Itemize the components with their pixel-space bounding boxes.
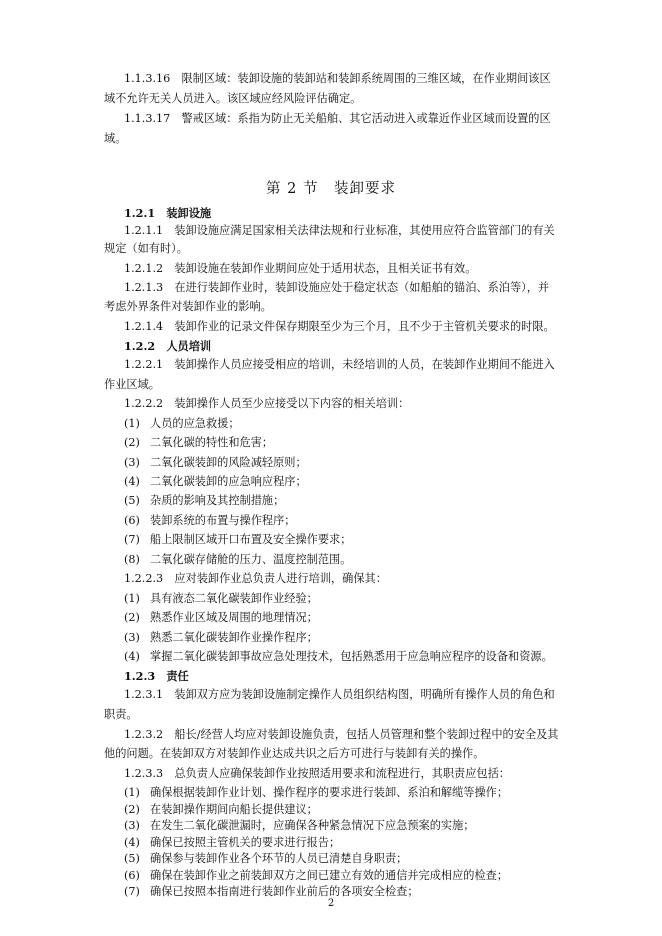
list-item: [124, 417, 562, 431]
list-item: [124, 553, 562, 567]
list-item-text: 熟悉作业区域及周围的地理情况；: [150, 611, 318, 624]
list-item-number: (4): [124, 650, 140, 663]
list-item-text: 杂质的影响及其控制措施；: [150, 494, 285, 507]
list-item-text: 确保根据装卸作业计划、操作程序的要求进行装卸、系泊和解缆等操作；: [150, 786, 509, 799]
list-item-text: 二氧化碳装卸的应急响应程序；: [150, 475, 307, 488]
list-item-number: (5): [124, 494, 140, 507]
list-item: [124, 650, 562, 664]
list-item-number: (2): [124, 436, 140, 449]
list-item: [124, 836, 562, 850]
list-item-text: 二氧化碳装卸的风险减轻原则；: [150, 456, 307, 469]
list-item: [124, 456, 562, 470]
list-item: [124, 819, 562, 833]
list-item-number: (4): [124, 475, 140, 488]
list-item-number: (2): [124, 611, 140, 624]
paragraph-line: 职责。: [104, 708, 138, 721]
list-item: [124, 533, 562, 547]
list-item-text: 二氧化碳的特性和危害；: [150, 436, 274, 449]
paragraph-line: 1.2.3.3 总负责人应确保装卸作业按照适用要求和流程进行，其职责应包括：: [124, 767, 510, 780]
list-item: [124, 852, 562, 866]
list-item: [124, 869, 562, 883]
paragraph-line: 1.2.3.1 装卸双方应为装卸设施制定操作人员组织结构图，明确所有操作人员的角色和: [124, 688, 555, 701]
list-item: [124, 592, 562, 606]
list-item-number: (4): [124, 835, 140, 849]
paragraph-line: 作业区域。: [104, 378, 160, 391]
subsection-heading-1-2-1: 1.2.1 装卸设施: [124, 206, 212, 220]
list-item-number: (1): [124, 592, 140, 605]
paragraph-line: 1.2.1.2 装卸设施在装卸作业期间应处于适用状态，且相关证书有效。: [124, 262, 477, 275]
list-item-number: (1): [124, 417, 140, 430]
list-item-number: (8): [124, 553, 140, 566]
list-item-text: 确保参与装卸作业各个环节的人员已清楚自身职责；: [150, 852, 408, 865]
paragraph-line: 1.2.1.3 在进行装卸作业时，装卸设施应处于稳定状态（如船舶的锚泊、系泊等），并: [124, 281, 550, 294]
list-item-text: 熟悉二氧化碳装卸作业操作程序；: [150, 631, 318, 644]
list-item-text: 掌握二氧化碳装卸事故应急处理技术，包括熟悉用于应急响应程序的设备和资源。: [150, 650, 553, 663]
clause-1-1-3-16-line2: 域不允许无关人员进入。该区域应经风险评估确定。: [104, 92, 362, 105]
list-item-text: 确保在装卸作业之前装卸双方之间已建立有效的通信并完成相应的检查；: [150, 868, 509, 882]
list-item: [124, 494, 562, 508]
paragraph-line: 规定（如有时）。: [104, 242, 188, 255]
paragraph-line: 1.2.2.3 应对装卸作业总负责人进行培训，确保其：: [124, 572, 387, 585]
list-item: [124, 514, 562, 528]
paragraph-line: 1.2.2.1 装卸操作人员应接受相应的培训，未经培训的人员，在装卸作业期间不能进入: [124, 358, 555, 371]
paragraph-line: 1.2.3.2 船长/经营人均应对装卸设施负责，包括人员管理和整个装卸过程中的安全及其: [124, 728, 559, 741]
paragraph-line: 1.2.2.2 装卸操作人员至少应接受以下内容的相关培训：: [124, 397, 410, 410]
list-item-number: (7): [124, 885, 140, 898]
list-item-text: 二氧化碳存储舱的压力、温度控制范围。: [150, 553, 352, 566]
list-item-number: (2): [124, 802, 140, 816]
list-item-text: 在发生二氧化碳泄漏时，应确保各种紧急情况下应急预案的实施；: [150, 819, 475, 832]
list-item-number: (7): [124, 533, 140, 546]
clause-1-1-3-17-line1: 1.1.3.17 警戒区域：系指为防止无关船舶、其它活动进入或靠近作业区域而设置的区: [124, 112, 551, 125]
paragraph-line: 1.2.1.4 装卸作业的记录文件保存期限至少为三个月，且不少于主管机关要求的时限。: [124, 320, 555, 333]
list-item-text: 具有液态二氧化碳装卸作业经验；: [150, 592, 318, 605]
list-item-text: 确保已按照主管机关的要求进行报告；: [150, 835, 341, 849]
list-item-text: 确保已按照本指南进行装卸作业前后的各项安全检查；: [150, 885, 419, 898]
list-item-text: 船上限制区域开口布置及安全操作要求；: [150, 533, 352, 546]
list-item-number: (3): [124, 631, 140, 644]
list-item: [124, 436, 562, 450]
list-item: [124, 803, 562, 817]
list-item-text: 在装卸操作期间向船长提供建议；: [150, 802, 318, 816]
list-item: [124, 631, 562, 645]
list-item-number: (1): [124, 786, 140, 799]
list-item: [124, 475, 562, 489]
list-item-number: (6): [124, 868, 140, 882]
clause-1-1-3-16-line1: 1.1.3.16 限制区域：装卸设施的装卸站和装卸系统周围的三维区域，在作业期间该区: [124, 72, 551, 85]
paragraph-line: 他的问题。在装卸双方对装卸作业达成共识之后方可进行与装卸有关的操作。: [104, 747, 485, 760]
subsection-heading-1-2-2: 1.2.2 人员培训: [124, 339, 212, 353]
list-item-number: (3): [124, 456, 140, 469]
list-item-text: 人员的应急救援；: [150, 417, 240, 430]
paragraph-line: 考虑外界条件对装卸作业的影响。: [104, 300, 272, 313]
list-item-number: (6): [124, 514, 140, 527]
paragraph-line: 1.2.1.1 装卸设施应满足国家相关法律法规和行业标准，其使用应符合监管部门的有关: [124, 224, 555, 237]
list-item: [124, 611, 562, 625]
list-item-text: 装卸系统的布置与操作程序；: [150, 514, 296, 527]
list-item: [124, 885, 562, 899]
page-number: 2: [327, 898, 335, 909]
list-item-number: (3): [124, 819, 140, 832]
clause-1-1-3-17-line2: 域。: [104, 132, 127, 145]
list-item-number: (5): [124, 852, 140, 865]
subsection-heading-1-2-3: 1.2.3 责任: [124, 669, 189, 683]
list-item: [124, 786, 562, 800]
section-title: 第 2 节 装卸要求: [266, 181, 396, 197]
